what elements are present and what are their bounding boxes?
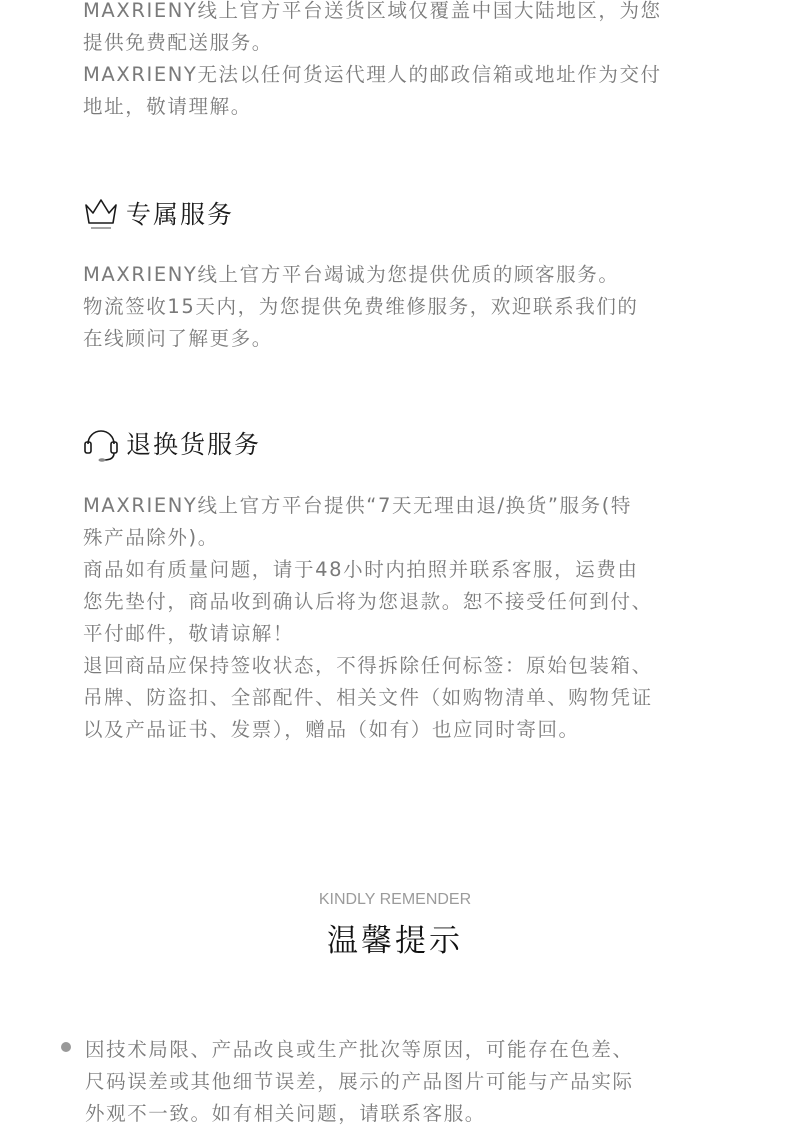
delivery-line: MAXRIENY无法以任何货运代理人的邮政信箱或地址作为交付 [83, 63, 662, 86]
return-line: 退回商品应保持签收状态，不得拆除任何标签：原始包装箱、 [83, 654, 653, 677]
exclusive-service-paragraph [83, 259, 723, 355]
return-line: 吊牌、防盗扣、全部配件、相关文件（如购物清单、购物凭证 [83, 686, 653, 709]
exclusive-service-heading [82, 193, 234, 233]
delivery-paragraph [83, 0, 723, 123]
bullet-dot-icon [61, 1042, 71, 1052]
delivery-line: 地址，敬请理解。 [83, 95, 252, 118]
reminder-title: 温馨提示 [327, 923, 463, 959]
exclusive-line: MAXRIENY线上官方平台竭诚为您提供优质的顾客服务。 [83, 263, 620, 286]
headset-icon [82, 424, 120, 462]
delivery-line: 提供免费配送服务。 [83, 31, 273, 54]
return-service-heading [82, 423, 261, 463]
return-line: 平付邮件，敬请谅解！ [83, 622, 295, 645]
return-line: 殊产品除外)。 [83, 526, 219, 549]
reminder-line: 尺码误差或其他细节误差，展示的产品图片可能与产品实际 [85, 1070, 634, 1093]
reminder-line: 因技术局限、产品改良或生产批次等原因，可能存在色差、 [85, 1038, 634, 1061]
exclusive-service-title: 专属服务 [126, 200, 235, 229]
return-line: MAXRIENY线上官方平台提供“7天无理由退/换货”服务(特 [83, 494, 633, 517]
return-line: 以及产品证书、发票），赠品（如有）也应同时寄回。 [83, 718, 580, 741]
return-line: 您先垫付，商品收到确认后将为您退款。恕不接受任何到付、 [83, 590, 653, 613]
return-line: 商品如有质量问题，请于48小时内拍照并联系客服，运费由 [83, 558, 639, 581]
crown-icon [82, 194, 120, 232]
exclusive-line: 在线顾问了解更多。 [83, 327, 273, 350]
reminder-subtitle: KINDLY REMENDER [318, 891, 472, 908]
reminder-item [85, 1034, 725, 1130]
return-service-title: 退换货服务 [126, 430, 262, 459]
exclusive-line: 物流签收15天内，为您提供免费维修服务，欢迎联系我们的 [83, 295, 639, 318]
return-service-paragraph [83, 490, 723, 746]
delivery-line: MAXRIENY线上官方平台送货区域仅覆盖中国大陆地区，为您 [83, 0, 662, 22]
reminder-line: 外观不一致。如有相关问题，请联系客服。 [85, 1102, 486, 1125]
